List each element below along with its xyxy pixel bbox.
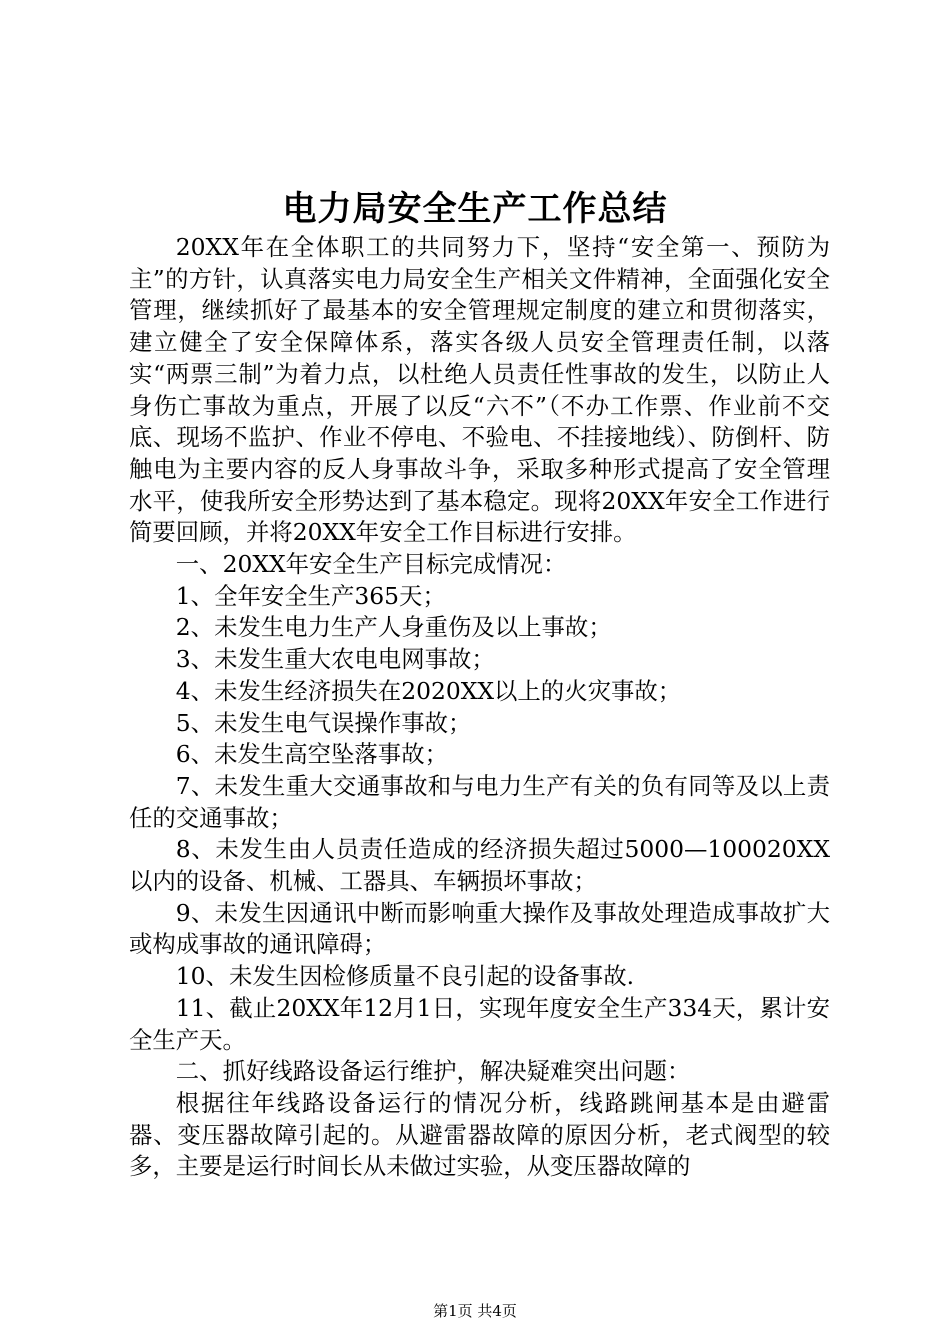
list-item: 9、未发生因通讯中断而影响重大操作及事故处理造成事故扩大或构成事故的通讯障碍； (129, 898, 830, 959)
list-item: 8、未发生由人员责任造成的经济损失超过5000—100020XX以内的设备、机械、工器具、车辆损坏事故； (129, 835, 830, 896)
list-item: 1、全年安全生产365天； (175, 581, 446, 610)
intro-paragraph: 20XX年在全体职工的共同努力下，坚持“安全第一、预防为主”的方针，认真落实电力局安全生产相关文件精神，全面强化安全管理，继续抓好了最基本的安全管理规定制度的建立和贯彻落实，建立健全了安全保障体系，落实各级人员安全管理责任制，以落实“两票三制”为着力点，以杜绝人员责任性事故的发生，以防止人身伤亡事故为重点，开展了以反“六不”（不办工作票、作业前不交底、现场不监护、作业不停电、不验电、不挂接地线）、防倒杆、防触电为主要内容的反人身事故斗争，采取多种形式提高了安全管理水平，使我所安全形势达到了基本稳定。现将20XX年安全工作进行简要回顾，并将20XX年安全工作目标进行安排。 (129, 233, 830, 547)
list-item: 2、未发生电力生产人身重伤及以上事故； (175, 613, 612, 642)
list-item: 11、截止20XX年12月1日，实现年度安全生产334天，累计安全生产天。 (129, 993, 830, 1054)
list-item: 10、未发生因检修质量不良引起的设备事故. (175, 962, 635, 991)
section-heading-1: 一、20XX年安全生产目标完成情况： (175, 550, 567, 579)
section-heading-2: 二、抓好线路设备运行维护，解决疑难突出问题： (175, 1057, 691, 1086)
list-item: 5、未发生电气误操作事故； (175, 708, 472, 737)
list-item: 7、未发生重大交通事故和与电力生产有关的负有同等及以上责任的交通事故； (129, 771, 830, 832)
list-item: 6、未发生高空坠落事故； (175, 740, 448, 769)
body-paragraph: 根据往年线路设备运行的情况分析，线路跳闸基本是由避雷器、变压器故障引起的。从避雷器故障的原因分析，老式阀型的较多，主要是运行时间长从未做过实验，从变压器故障的 (129, 1088, 830, 1181)
page-footer: 第1页 共4页 (433, 1302, 517, 1320)
document-title: 电力局安全生产工作总结 (282, 189, 668, 229)
document-body (129, 232, 830, 1183)
list-item: 3、未发生重大农电电网事故； (175, 645, 495, 674)
list-item: 4、未发生经济损失在2020XX以上的火灾事故； (175, 676, 682, 705)
